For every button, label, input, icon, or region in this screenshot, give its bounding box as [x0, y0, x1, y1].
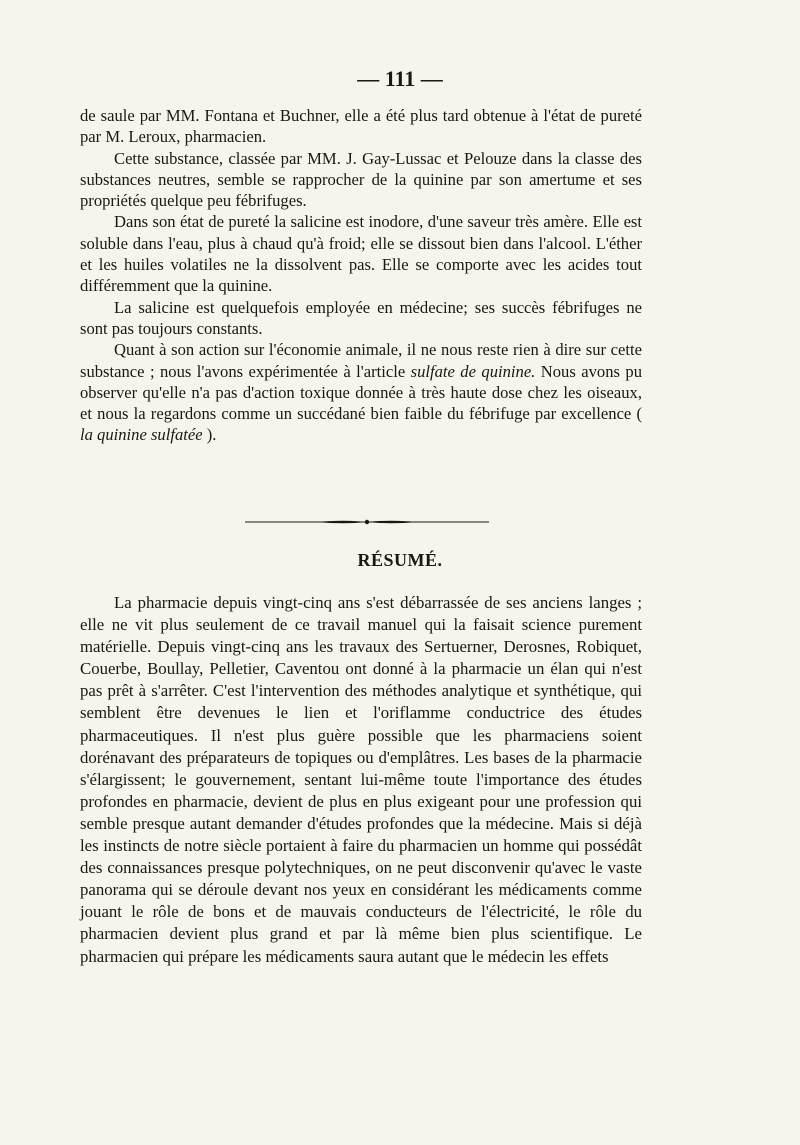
paragraph-4: La salicine est quelquefois employée en médecine; ses succès fébrifuges ne sont pas toujours constants.: [80, 297, 642, 338]
paragraph-2: Cette substance, classée par MM. J. Gay-Lussac et Pelouze dans la classe des substances neutres, semble se rapprocher de la quinine par son amertume et ses propriétés quelque peu fébrifuges.: [80, 148, 642, 211]
page-number: — 111 —: [357, 66, 443, 91]
paragraph-5-italic-b: la quinine sulfatée: [80, 425, 203, 445]
resume-paragraph: La pharmacie depuis vingt-cinq ans s'est débarrassée de ses anciens langes ; elle ne vit plus seulement de ce travail manuel qui la faisait science purement matérielle. Depuis vingt-cinq ans les travaux des Sertuerner, Derosnes, Robiquet, Couerbe, Boullay, Pelletier, Caventou ont donné à la pharmacie un élan qui n'est pas prêt à s'arrêter. C'est l'intervention des méthodes analytique et synthétique, qui semblent être devenues le lien et l'oriflamme conductrice des études pharmaceutiques. Il n'est plus guère possible que les pharmaciens soient dorénavant des préparateurs de topiques ou d'emplâtres. Les bases de la pharmacie s'élargissent; le gouvernement, sentant lui-même toute l'importance des études profondes en pharmacie, devient de plus en plus exigeant pour une profession qui semble presque autant demander d'études profondes que la médecine. Mais si déjà les instincts de notre siècle portaient à faire du pharmacien un homme qui possédât des connaissances presque polytechniques, on ne peut disconvenir qu'avec le vaste panorama qui se déroule devant nos yeux en considérant les médicaments comme jouant le rôle de bons et de mauvais conducteurs de l'électricité, le rôle du pharmacien devient plus grand et par là même bien plus scientifique. Le pharmacien qui prépare les médicaments saura autant que le médecin les effets: [80, 593, 642, 966]
section-heading: RÉSUMÉ.: [357, 550, 443, 570]
paragraph-5: [80, 339, 642, 445]
paragraph-1: de saule par MM. Fontana et Buchner, elle a été plus tard obtenue à l'état de pureté par M. Leroux, pharmacien.: [80, 106, 642, 147]
paragraph-5-text-c: ).: [202, 425, 217, 445]
paragraph-5-text-b: Nous avons pu observer qu'elle n'a pas d'action toxique donnée à très haute dose chez les oiseaux, et nous la regardons comme un succédané bien faible du fébrifuge par excellence (: [80, 361, 642, 424]
ornamental-rule: [245, 518, 489, 526]
body-text-upper: [80, 105, 642, 446]
paragraph-5-text-a: Quant à son action sur l'économie animale, il ne nous reste rien à dire sur cette substance ; nous l'avons expérimentée à l'article: [80, 340, 642, 381]
body-text-resume: [80, 592, 642, 968]
paragraph-5-italic-a: sulfate de quinine.: [410, 361, 536, 381]
paragraph-3: Dans son état de pureté la salicine est inodore, d'une saveur très amère. Elle est soluble dans l'eau, plus à chaud qu'à froid; elle se dissout bien dans l'alcool. L'éther et les huiles volatiles ne la dissolvent pas. Elle se comporte avec les acides tout différemment que la quinine.: [80, 212, 642, 296]
